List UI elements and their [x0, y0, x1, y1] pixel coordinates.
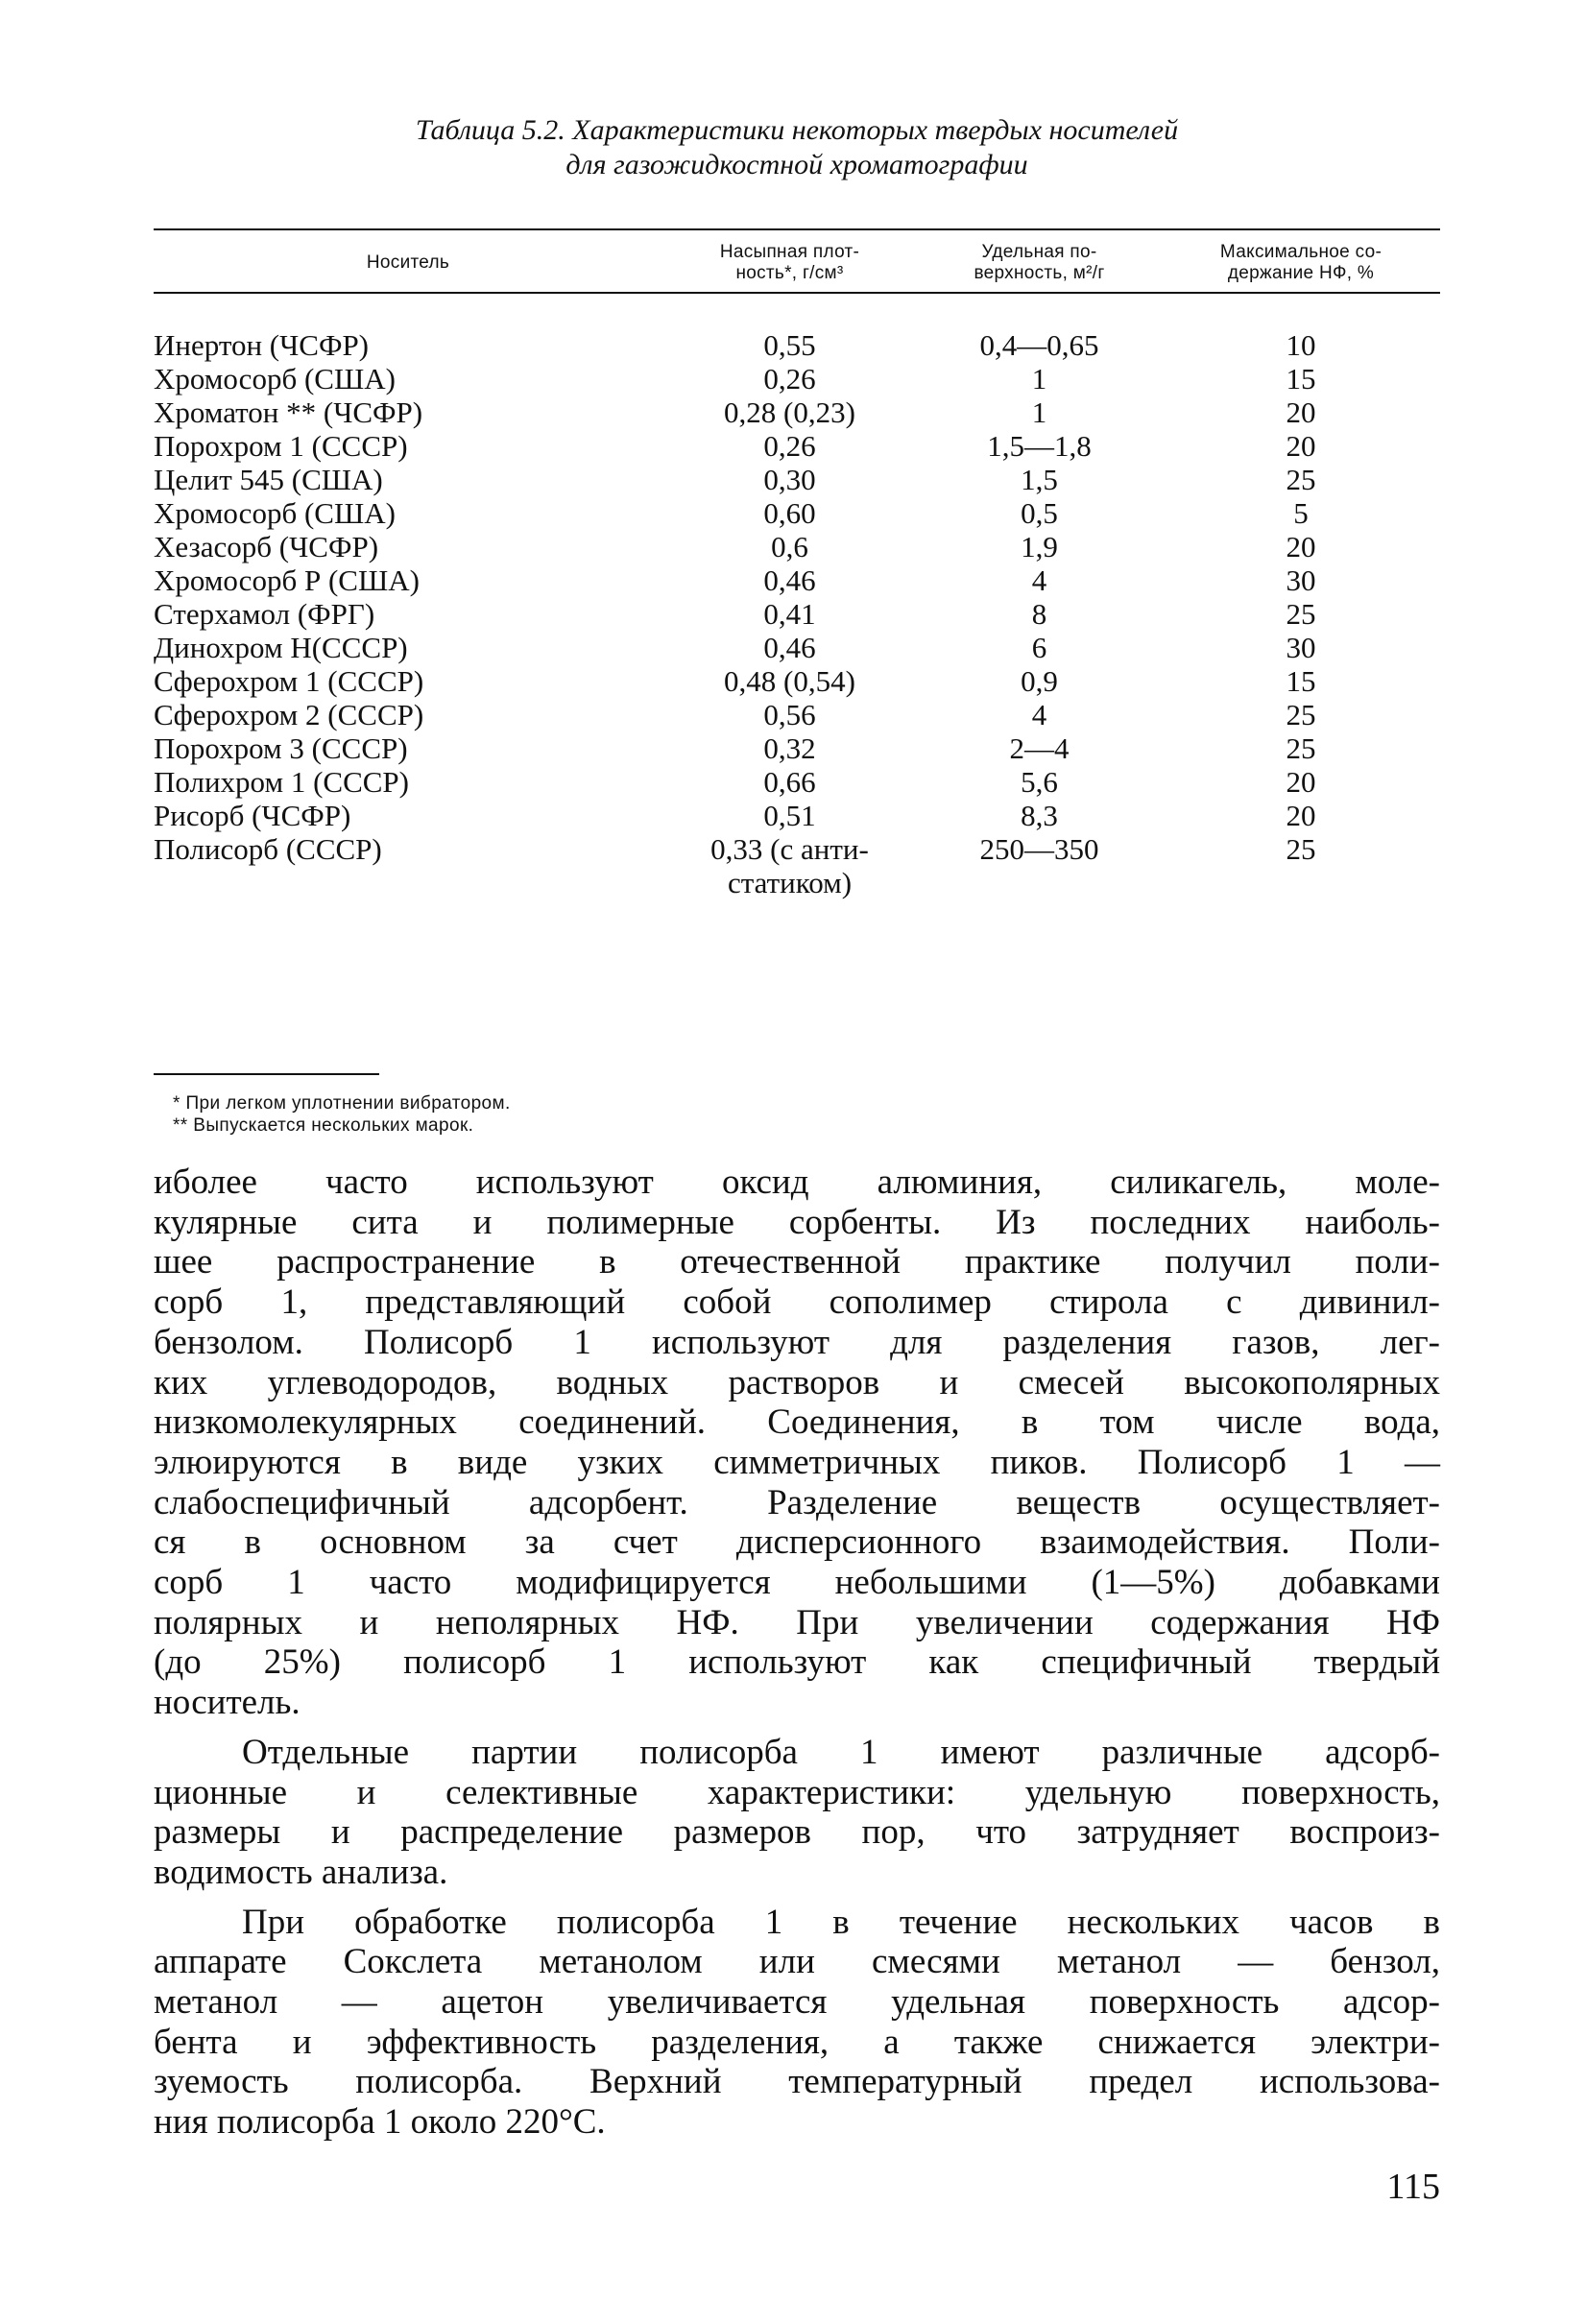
cell-max-content: 5 — [1293, 496, 1309, 530]
cell-surface: 6 — [1031, 631, 1047, 664]
cell-max-content: 25 — [1286, 731, 1316, 765]
cell-carrier: Инертон (ЧСФР) — [154, 328, 370, 362]
cell-surface: 1 — [1031, 395, 1047, 429]
table-caption-line-2: для газожидкостной хроматографии — [565, 149, 1028, 180]
cell-carrier: Хромосорб (США) — [154, 496, 396, 530]
cell-max-content: 25 — [1286, 463, 1316, 496]
cell-density: 0,66 — [763, 765, 816, 799]
page-number: 115 — [1386, 2167, 1440, 2207]
text-line: сорб 1, представляющий собой сополимер стирола с дивинил- — [154, 1282, 1440, 1323]
table-row — [154, 631, 1440, 664]
text-line: бента и эффективность разделения, а также снижается электри- — [154, 2022, 1440, 2062]
document-page — [154, 113, 1440, 2207]
cell-max-content: 25 — [1286, 597, 1316, 631]
cell-carrier: Порохром 3 (СССР) — [154, 731, 408, 765]
cell-surface: 0,5 — [1021, 496, 1058, 530]
text-line: элюируются в виде узких симметричных пиков. Полисорб 1 — — [154, 1442, 1440, 1482]
cell-carrier: Стерхамол (ФРГ) — [154, 597, 375, 631]
text-line: зуемость полисорба. Верхний температурный предел использова- — [154, 2062, 1440, 2102]
table-row — [154, 362, 1440, 395]
text-line: ся в основном за счет дисперсионного взаимодействия. Поли- — [154, 1522, 1440, 1563]
text-line: низкомолекулярных соединений. Соединения, в том числе вода, — [154, 1402, 1440, 1443]
cell-max-content: 20 — [1286, 429, 1316, 463]
table-row — [154, 664, 1440, 698]
table-row — [154, 698, 1440, 731]
cell-carrier: Хромосорб Р (США) — [154, 563, 420, 597]
table-row — [154, 765, 1440, 799]
cell-surface: 2—4 — [1009, 731, 1070, 765]
cell-max-content: 10 — [1286, 328, 1316, 362]
cell-carrier: Полихром 1 (СССР) — [154, 765, 409, 799]
cell-surface: 1,5—1,8 — [987, 429, 1092, 463]
body-text — [154, 1162, 1440, 2143]
cell-max-content: 15 — [1286, 664, 1316, 698]
table-header-row — [154, 229, 1440, 293]
cell-surface: 1,9 — [1021, 530, 1058, 563]
cell-density: 0,46 — [763, 631, 816, 664]
cell-carrier: Полисорб (СССР) — [154, 832, 382, 866]
cell-density: 0,41 — [763, 597, 816, 631]
table-row — [154, 731, 1440, 765]
header-bulk-density: Насыпная плот- ность*, г/см³ — [662, 229, 917, 293]
text-line: ния полисорба 1 около 220°С. — [154, 2102, 606, 2143]
text-line: сорб 1 часто модифицируется небольшими (1—5%) добавками — [154, 1563, 1440, 1603]
cell-density: 0,26 — [763, 362, 816, 395]
text-line: бензолом. Полисорб 1 используют для разделения газов, лег- — [154, 1322, 1440, 1362]
cell-max-content: 20 — [1286, 395, 1316, 429]
table-caption-line-1: Таблица 5.2. Характеристики некоторых твердых носителей — [415, 114, 1179, 146]
cell-carrier: Целит 545 (США) — [154, 463, 383, 496]
cell-max-content: 20 — [1286, 530, 1316, 563]
footnote-2: ** Выпускается нескольких марок. — [173, 1115, 474, 1136]
cell-max-content: 20 — [1286, 765, 1316, 799]
cell-density-line-2: статиком) — [727, 866, 853, 899]
table-row — [154, 395, 1440, 429]
cell-surface: 8,3 — [1021, 799, 1058, 832]
cell-surface: 250—350 — [979, 832, 1099, 866]
cell-density: 0,28 (0,23) — [724, 395, 855, 429]
text-line: иболее часто используют оксид алюминия, силикагель, моле- — [154, 1162, 1440, 1202]
cell-surface: 1,5 — [1021, 463, 1058, 496]
footnote-1: * При легком уплотнении вибратором. — [173, 1093, 511, 1114]
table-row — [154, 530, 1440, 563]
table-caption — [154, 113, 1440, 182]
text-line: носитель. — [154, 1683, 301, 1723]
cell-carrier: Динохром Н(СССР) — [154, 631, 408, 664]
cell-surface: 0,4—0,65 — [979, 328, 1099, 362]
header-specific-surface: Удельная по- верхность, м²/г — [917, 229, 1162, 293]
cell-density: 0,60 — [763, 496, 816, 530]
cell-density: 0,30 — [763, 463, 816, 496]
text-line: кулярные сита и полимерные сорбенты. Из последних наиболь- — [154, 1202, 1440, 1242]
footnote-divider — [154, 1073, 379, 1075]
cell-carrier: Хезасорб (ЧСФР) — [154, 530, 379, 563]
cell-density: 0,56 — [763, 698, 816, 731]
table-row — [154, 293, 1440, 362]
table-footnotes — [173, 1092, 511, 1137]
text-line: ционные и селективные характеристики: удельную поверхность, — [154, 1772, 1440, 1812]
cell-carrier: Хромосорб (США) — [154, 362, 396, 395]
cell-max-content: 30 — [1286, 631, 1316, 664]
table-row — [154, 496, 1440, 530]
text-line: шее распространение в отечественной практике получил поли- — [154, 1242, 1440, 1282]
cell-carrier: Сферохром 2 (СССР) — [154, 698, 424, 731]
cell-max-content: 15 — [1286, 362, 1316, 395]
cell-density: 0,48 (0,54) — [724, 664, 855, 698]
paragraph-2 — [154, 1733, 1440, 1893]
cell-carrier: Хроматон ** (ЧСФР) — [154, 395, 423, 429]
header-max-phase-content: Максимальное со- держание НФ, % — [1162, 229, 1440, 293]
cell-density — [662, 832, 917, 899]
cell-density: 0,55 — [763, 328, 816, 362]
table-row — [154, 597, 1440, 631]
cell-surface: 4 — [1031, 563, 1047, 597]
cell-density: 0,26 — [763, 429, 816, 463]
cell-max-content: 25 — [1286, 832, 1316, 866]
text-line: размеры и распределение размеров пор, что затрудняет воспроиз- — [154, 1812, 1440, 1853]
carrier-characteristics-table — [154, 228, 1440, 899]
header-carrier: Носитель — [154, 229, 662, 293]
table-row — [154, 563, 1440, 597]
cell-max-content: 20 — [1286, 799, 1316, 832]
paragraph-1 — [154, 1162, 1440, 1723]
cell-max-content: 30 — [1286, 563, 1316, 597]
cell-surface: 4 — [1031, 698, 1047, 731]
text-line: ких углеводородов, водных растворов и смесей высокополярных — [154, 1362, 1440, 1402]
text-line: аппарате Сокслета метанолом или смесями метанол — бензол, — [154, 1942, 1440, 1982]
cell-surface: 1 — [1031, 362, 1047, 395]
text-line: слабоспецифичный адсорбент. Разделение веществ осуществляет- — [154, 1482, 1440, 1522]
cell-max-content: 25 — [1286, 698, 1316, 731]
cell-carrier: Рисорб (ЧСФР) — [154, 799, 351, 832]
table-row — [154, 429, 1440, 463]
table-row — [154, 832, 1440, 899]
text-line: полярных и неполярных НФ. При увеличении содержания НФ — [154, 1602, 1440, 1642]
paragraph-3 — [154, 1903, 1440, 2143]
cell-carrier: Сферохром 1 (СССР) — [154, 664, 424, 698]
text-line: (до 25%) полисорб 1 используют как специфичный твердый — [154, 1642, 1440, 1683]
text-line: Отдельные партии полисорба 1 имеют различные адсорб- — [242, 1732, 1440, 1772]
table-row — [154, 463, 1440, 496]
cell-density: 0,46 — [763, 563, 816, 597]
cell-surface: 5,6 — [1021, 765, 1058, 799]
cell-surface: 8 — [1031, 597, 1047, 631]
cell-surface: 0,9 — [1021, 664, 1058, 698]
table-row — [154, 799, 1440, 832]
cell-density: 0,6 — [771, 530, 808, 563]
text-line: При обработке полисорба 1 в течение нескольких часов в — [242, 1902, 1440, 1942]
text-line: водимость анализа. — [154, 1852, 448, 1892]
cell-density: 0,32 — [763, 731, 816, 765]
cell-carrier: Порохром 1 (СССР) — [154, 429, 408, 463]
text-line: метанол — ацетон увеличивается удельная поверхность адсор- — [154, 1982, 1440, 2023]
cell-density: 0,51 — [763, 799, 816, 832]
cell-density-line-1: 0,33 (с анти- — [710, 832, 869, 866]
